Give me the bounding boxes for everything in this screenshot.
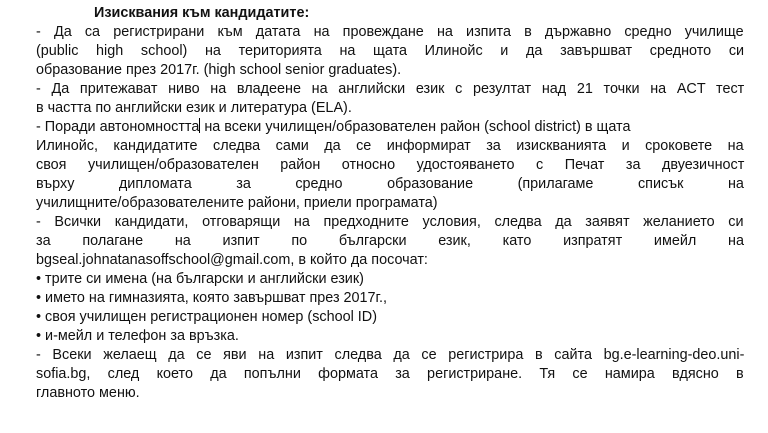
text-line	[36, 346, 744, 365]
text-line	[36, 23, 744, 42]
text-line	[36, 42, 744, 61]
list-item: • името на гимназията, която завършват през 2017г.,	[36, 290, 388, 306]
word: за	[36, 233, 51, 249]
text-line	[36, 213, 744, 232]
word: средно	[295, 176, 343, 192]
text-line	[36, 365, 744, 384]
text-line	[36, 80, 744, 99]
email-address-line: bgseal.johnatanasoffschool@gmail.com, в който да посочат:	[36, 252, 428, 268]
text-line	[36, 156, 744, 175]
word: изпит	[222, 233, 260, 249]
document-body	[36, 4, 744, 403]
text-segment: sofia.bg, след което да попълни формата за регистриране. Тя се намира вдясно в	[36, 366, 744, 382]
word: на	[174, 233, 191, 249]
text-line: главното меню.	[36, 385, 140, 401]
text-line: образование през 2017г. (high school senior graduates).	[36, 62, 402, 78]
word: образование	[387, 176, 474, 192]
word: като	[502, 233, 532, 249]
text-segment: - Поради автономността	[36, 119, 200, 135]
word: на	[728, 233, 744, 249]
word: полагане	[82, 233, 144, 249]
paragraph-school-district	[36, 118, 744, 213]
list-item: • и-мейл и телефон за връзка.	[36, 328, 239, 344]
paragraph-application	[36, 213, 744, 270]
justified-line	[36, 232, 744, 251]
word: по	[291, 233, 308, 249]
text-segment: на всеки училищен/образователен район (school district) в щата	[200, 119, 631, 135]
list-item: • своя училищен регистрационен номер (school ID)	[36, 309, 377, 325]
bullet-list	[36, 270, 744, 346]
justified-line	[36, 175, 744, 194]
text-segment: своя училищен/образователен район относно удостояването с Печат за двуезичност	[36, 157, 745, 173]
paragraph-registration	[36, 23, 744, 80]
word: изпратят	[563, 233, 623, 249]
word: на	[727, 176, 744, 192]
section-title: Изисквания към кандидатите:	[94, 5, 310, 21]
word: (прилагаме	[517, 176, 594, 192]
text-segment: Илинойс, кандидатите следва сами да се информират за изискванията и сроковете на	[36, 138, 744, 154]
text-segment: - Всички кандидати, отговарящи на предходните условия, следва да заявят желанието си	[36, 214, 744, 230]
word: имейл	[653, 233, 697, 249]
word: за	[236, 176, 251, 192]
word: списък	[637, 176, 684, 192]
text-segment: - Да са регистрирани към датата на провеждане на изпита в държавно средно училище	[36, 24, 744, 40]
text-line: училищните/образователените райони, приели програмата)	[36, 195, 438, 211]
word: език,	[438, 233, 471, 249]
list-item: • трите си имена (на български и английски език)	[36, 271, 364, 287]
text-segment: - Всеки желаещ да се яви на изпит следва да се регистрира в сайта bg.e-learning-deo.uni-	[36, 347, 745, 363]
text-segment: - Да притежават ниво на владеене на английски език с резултат над 21 точки на ACT тест	[36, 81, 745, 97]
text-segment: (public high school) на територията на щата Илинойс и да завършват средното си	[36, 43, 745, 59]
word: дипломата	[118, 176, 192, 192]
text-line	[36, 118, 744, 137]
text-line	[36, 137, 744, 156]
paragraph-english-level	[36, 80, 744, 118]
paragraph-site-registration	[36, 346, 744, 403]
word: български	[338, 233, 407, 249]
word: върху	[36, 176, 75, 192]
text-line: в частта по английски език и литература (ELA).	[36, 100, 352, 116]
